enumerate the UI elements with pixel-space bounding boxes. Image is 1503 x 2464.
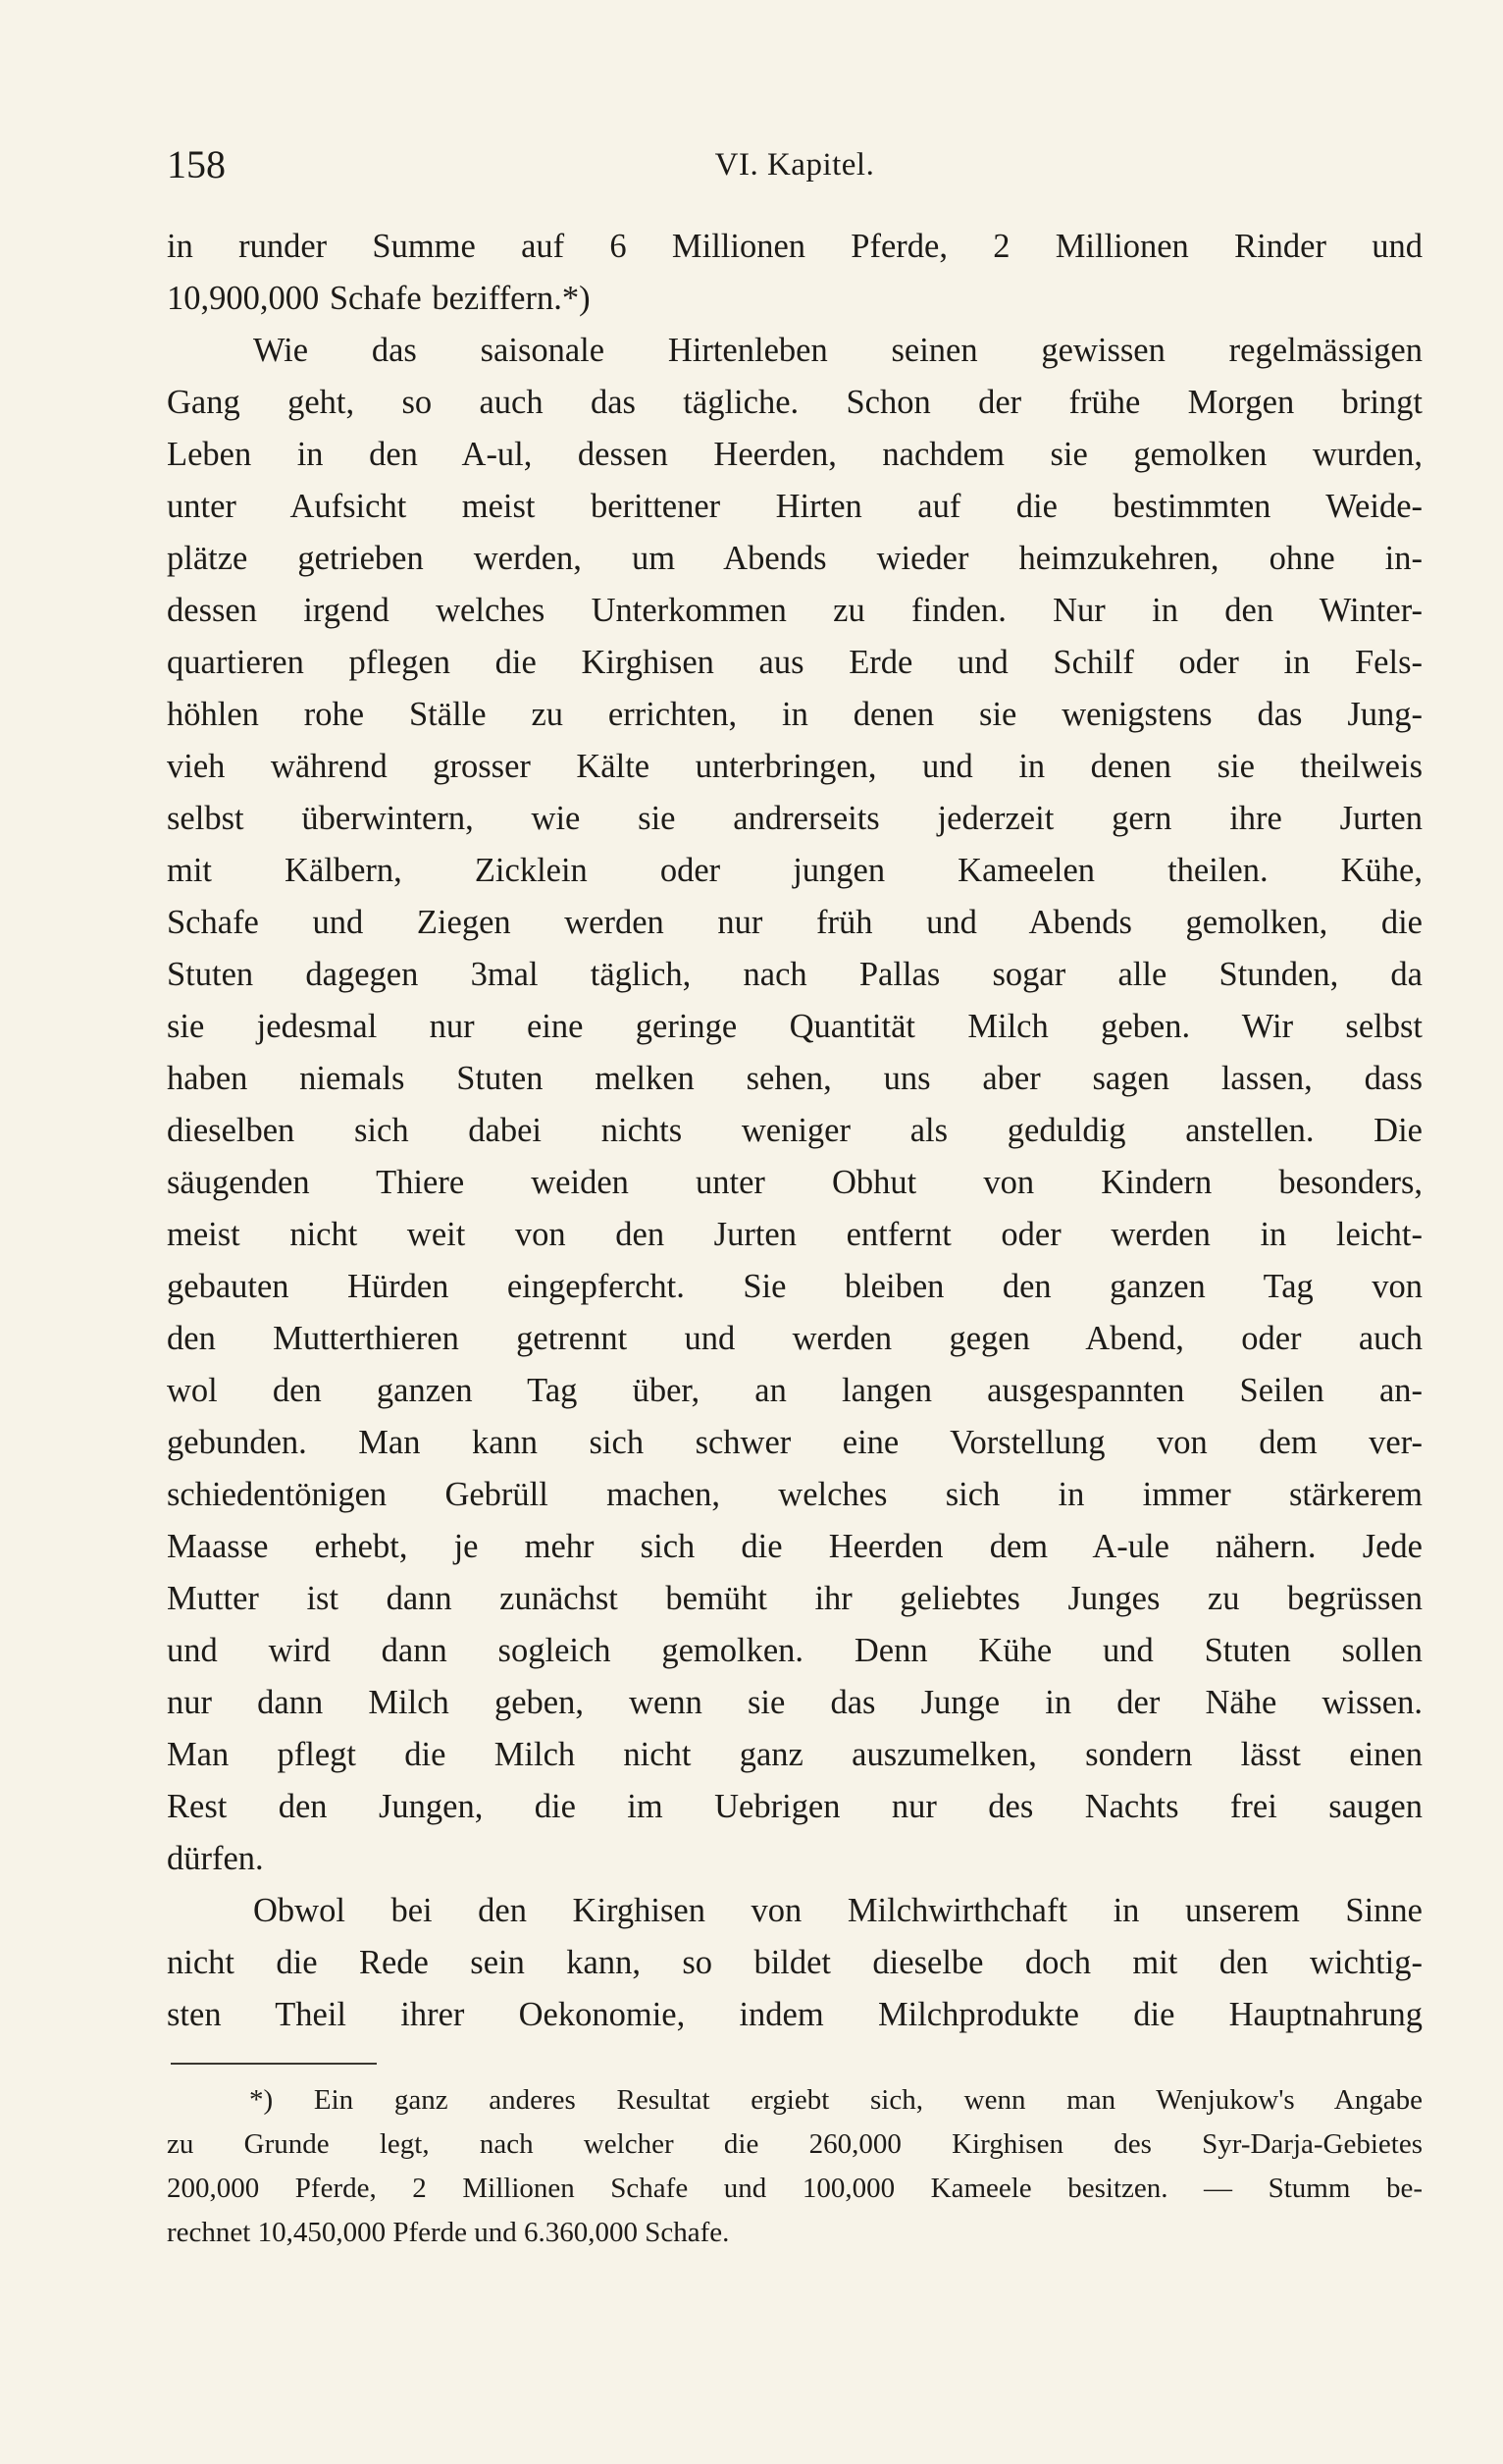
text-line: dessen irgend welches Unterkommen zu finden. Nur in den Winter- — [167, 592, 1423, 629]
text-line: säugenden Thiere weiden unter Obhut von Kindern besonders, — [167, 1164, 1423, 1201]
text-line: plätze getrieben werden, um Abends wieder heimzukehren, ohne in- — [167, 540, 1423, 577]
text-line: Obwol bei den Kirghisen von Milchwirthchaft in unserem Sinne — [253, 1892, 1423, 1929]
footnote — [167, 2078, 1423, 2255]
text-line: nur dann Milch geben, wenn sie das Junge in der Nähe wissen. — [167, 1684, 1423, 1721]
text-line: 10,900,000 Schafe beziffern.*) — [167, 280, 591, 317]
text-line: quartieren pflegen die Kirghisen aus Erde und Schilf oder in Fels- — [167, 644, 1423, 681]
text-line: Rest den Jungen, die im Uebrigen nur des Nachts frei saugen — [167, 1788, 1423, 1825]
text-line: Man pflegt die Milch nicht ganz auszumelken, sondern lässt einen — [167, 1736, 1423, 1773]
text-line: Mutter ist dann zunächst bemüht ihr geliebtes Junges zu begrüssen — [167, 1580, 1423, 1617]
text-line: haben niemals Stuten melken sehen, uns aber sagen lassen, dass — [167, 1060, 1423, 1097]
text-line: und wird dann sogleich gemolken. Denn Kühe und Stuten sollen — [167, 1632, 1423, 1669]
text-line: Leben in den A-ul, dessen Heerden, nachdem sie gemolken wurden, — [167, 436, 1423, 473]
footnote-line: 200,000 Pferde, 2 Millionen Schafe und 100,000 Kameele besitzen. — Stumm be- — [167, 2173, 1423, 2204]
text-line: dieselben sich dabei nichts weniger als geduldig anstellen. Die — [167, 1112, 1423, 1149]
text-line: Wie das saisonale Hirtenleben seinen gewissen regelmässigen — [253, 332, 1423, 369]
footnote-line: rechnet 10,450,000 Pferde und 6.360,000 Schafe. — [167, 2217, 730, 2248]
footnote-line: zu Grunde legt, nach welcher die 260,000 Kirghisen des Syr-Darja-Gebietes — [167, 2128, 1423, 2160]
text-line: unter Aufsicht meist berittener Hirten auf die bestimmten Weide- — [167, 488, 1423, 525]
footnote-divider — [171, 2063, 377, 2065]
text-line: mit Kälbern, Zicklein oder jungen Kameelen theilen. Kühe, — [167, 852, 1423, 889]
text-line: vieh während grosser Kälte unterbringen, und in denen sie theilweis — [167, 748, 1423, 785]
text-line: nicht die Rede sein kann, so bildet dieselbe doch mit den wichtig- — [167, 1944, 1423, 1981]
text-line: selbst überwintern, wie sie andrerseits jederzeit gern ihre Jurten — [167, 800, 1423, 837]
book-page — [167, 0, 1423, 2464]
text-line: Stuten dagegen 3mal täglich, nach Pallas sogar alle Stunden, da — [167, 956, 1423, 993]
text-line: meist nicht weit von den Jurten entfernt oder werden in leicht- — [167, 1216, 1423, 1253]
text-line: Schafe und Ziegen werden nur früh und Abends gemolken, die — [167, 904, 1423, 941]
text-line: Gang geht, so auch das tägliche. Schon der frühe Morgen bringt — [167, 384, 1423, 421]
footnote-line: *) Ein ganz anderes Resultat ergiebt sich, wenn man Wenjukow's Angabe — [249, 2084, 1423, 2116]
text-line: dürfen. — [167, 1840, 264, 1877]
text-line: höhlen rohe Ställe zu errichten, in denen sie wenigstens das Jung- — [167, 696, 1423, 733]
text-line: sten Theil ihrer Oekonomie, indem Milchprodukte die Hauptnahrung — [167, 1996, 1423, 2033]
text-line: in runder Summe auf 6 Millionen Pferde, 2 Millionen Rinder und — [167, 228, 1423, 265]
running-head: VI. Kapitel. — [714, 147, 875, 183]
text-line: Maasse erhebt, je mehr sich die Heerden dem A-ule nähern. Jede — [167, 1528, 1423, 1565]
text-line: den Mutterthieren getrennt und werden gegen Abend, oder auch — [167, 1320, 1423, 1357]
page-number: 158 — [167, 142, 226, 186]
text-line: gebunden. Man kann sich schwer eine Vorstellung von dem ver- — [167, 1424, 1423, 1461]
text-line: schiedentönigen Gebrüll machen, welches sich in immer stärkerem — [167, 1476, 1423, 1513]
text-line: wol den ganzen Tag über, an langen ausgespannten Seilen an- — [167, 1372, 1423, 1409]
page-header — [167, 135, 1423, 194]
body-text — [167, 221, 1423, 2041]
text-line: gebauten Hürden eingepfercht. Sie bleiben den ganzen Tag von — [167, 1268, 1423, 1305]
text-line: sie jedesmal nur eine geringe Quantität Milch geben. Wir selbst — [167, 1008, 1423, 1045]
